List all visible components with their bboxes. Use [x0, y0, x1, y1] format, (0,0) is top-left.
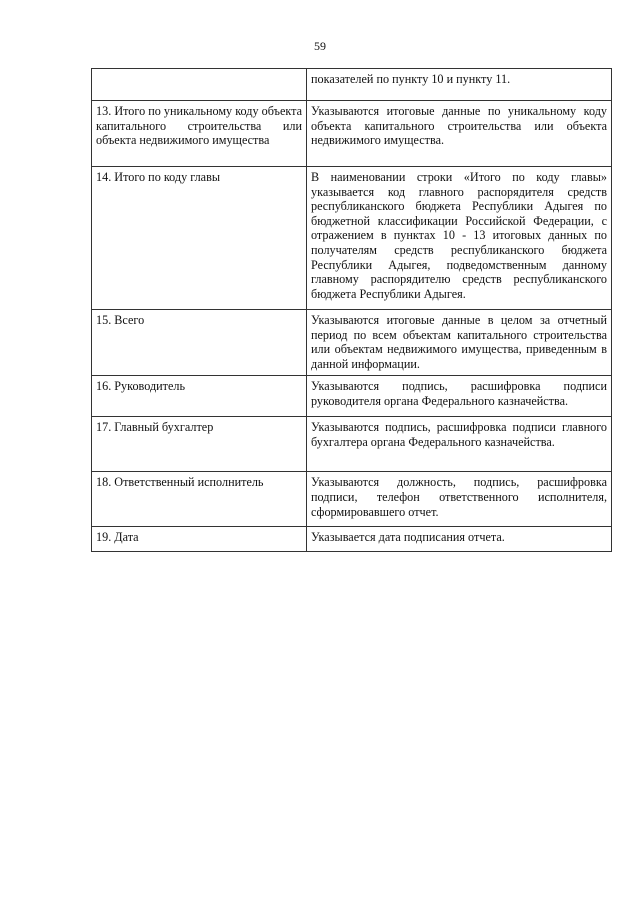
field-name-cell: 17. Главный бухгалтер [92, 417, 307, 472]
table-row [92, 472, 612, 527]
table-row [92, 69, 612, 101]
table-row [92, 101, 612, 167]
field-name-cell: 13. Итого по уникальному коду объекта капитального строительства или объекта недвижимого имущества [92, 101, 307, 167]
page-number: 59 [314, 39, 326, 53]
table-row [92, 376, 612, 417]
table-row [92, 167, 612, 310]
table-row [92, 417, 612, 472]
field-name-cell: 15. Всего [92, 310, 307, 376]
field-description-cell: Указываются подпись, расшифровка подписи руководителя органа Федерального казначейства. [307, 376, 612, 417]
field-name-cell: 16. Руководитель [92, 376, 307, 417]
field-name-cell: 18. Ответственный исполнитель [92, 472, 307, 527]
field-description-cell: показателей по пункту 10 и пункту 11. [307, 69, 612, 101]
table-row [92, 527, 612, 552]
field-name-cell [92, 69, 307, 101]
table-row [92, 310, 612, 376]
field-name-cell: 14. Итого по коду главы [92, 167, 307, 310]
field-description-cell: Указываются подпись, расшифровка подписи главного бухгалтера органа Федерального казначейства. [307, 417, 612, 472]
field-description-cell: Указываются должность, подпись, расшифровка подписи, телефон ответственного исполнителя, сформировавшего отчет. [307, 472, 612, 527]
field-description-cell: В наименовании строки «Итого по коду главы» указывается код главного распорядителя средств республиканского бюджета Республики Адыгея по бюджетной классификации Российской Федерации, с отражением в пунктах 10 - 13 итоговых данных по получателям средств республиканского бюджета Республики Адыгея, подведомственным данному главному распорядителю средств республиканского бюджета Республики Адыгея. [307, 167, 612, 310]
field-name-cell: 19. Дата [92, 527, 307, 552]
instructions-table [91, 68, 612, 552]
field-description-cell: Указывается дата подписания отчета. [307, 527, 612, 552]
field-description-cell: Указываются итоговые данные в целом за отчетный период по всем объектам капитального строительства или объектам недвижимого имущества, приведенным в данной информации. [307, 310, 612, 376]
field-description-cell: Указываются итоговые данные по уникальному коду объекта капитального строительства или объекта недвижимого имущества. [307, 101, 612, 167]
